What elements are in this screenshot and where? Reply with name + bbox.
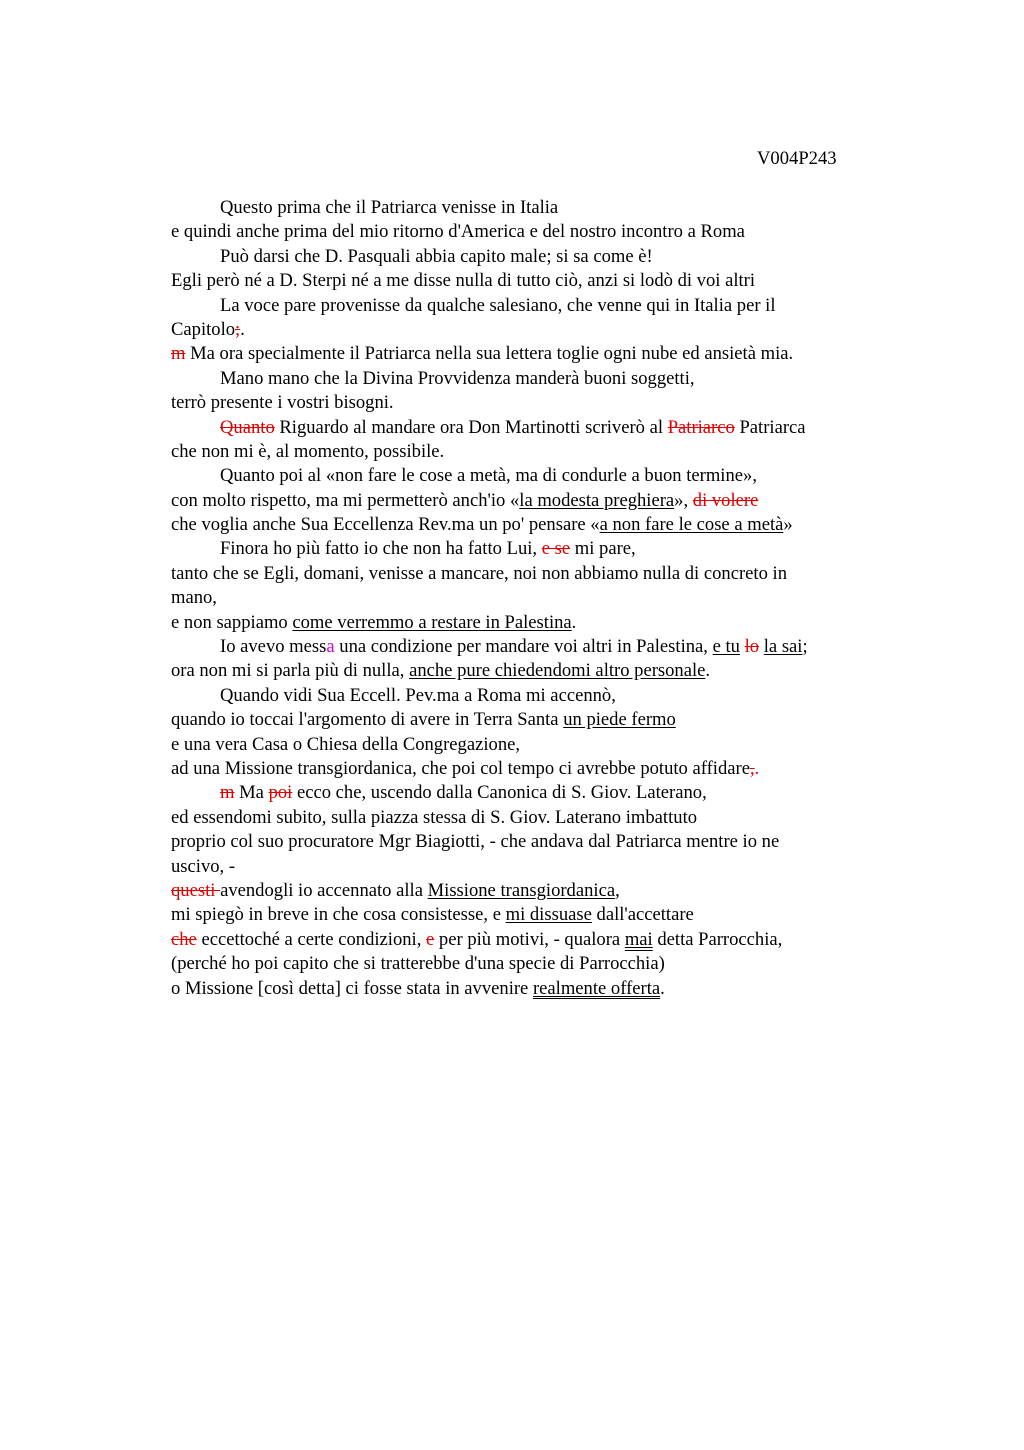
text-segment: eccettoché a certe condizioni, (196, 928, 427, 950)
text-segment: che non mi è, al momento, possibile. (171, 440, 445, 462)
inserted-letter: a (326, 636, 335, 658)
text-segment: Può darsi che D. Pasquali abbia capito male; si sa come è! (220, 245, 653, 267)
text-segment: La voce pare provenisse da qualche salesiano, che venne qui in Italia per il (220, 294, 776, 316)
text-segment: ora non mi si parla più di nulla, (171, 660, 410, 682)
text-line (171, 855, 891, 879)
text-segment: detta Parrocchia, (652, 928, 783, 950)
text-line (171, 806, 891, 830)
text-segment: Quanto poi al «non fare le cose a metà, ma di condurle a buon termine», (220, 465, 757, 487)
text-segment: Riguardo al mandare ora Don Martinotti scriverò al (274, 416, 668, 438)
text-segment: ed essendomi subito, sulla piazza stessa di S. Giov. Laterano imbattuto (171, 806, 698, 828)
text-line (171, 294, 891, 318)
text-segment: . (240, 318, 245, 340)
text-segment: Finora ho più fatto io che non ha fatto Lui, (220, 538, 542, 560)
deleted-text: di volere (692, 489, 759, 511)
text-segment: e quindi anche prima del mio ritorno d'America e del nostro incontro a Roma (171, 221, 745, 243)
deleted-text: che (171, 928, 197, 950)
deleted-text: m (220, 782, 235, 804)
text-line (171, 781, 891, 805)
text-segment: avendogli io accennato alla (220, 879, 428, 901)
text-line (171, 537, 891, 561)
text-segment: quando io toccai l'argomento di avere in Terra Santa (171, 709, 564, 731)
text-line (171, 513, 891, 537)
text-segment: mano, (171, 587, 217, 609)
text-line (171, 562, 891, 586)
text-segment: », (674, 489, 693, 511)
text-line (171, 342, 891, 366)
text-segment: Mano mano che la Divina Provvidenza manderà buoni soggetti, (220, 367, 695, 389)
text-segment: . (571, 611, 577, 633)
text-segment: mi spiegò in breve in che cosa consistesse, e (171, 904, 506, 926)
text-line (171, 220, 891, 244)
text-segment: . (705, 660, 711, 682)
text-line (171, 196, 891, 220)
text-line (171, 269, 891, 293)
text-segment: Ma (234, 782, 269, 804)
double-underlined-text: mai (624, 928, 653, 950)
text-line (171, 440, 891, 464)
text-segment: e non sappiamo (171, 611, 293, 633)
text-segment: (perché ho poi capito che si tratterebbe d'una specie di Parrocchia) (171, 953, 665, 975)
text-line (171, 708, 891, 732)
deleted-text: questi (171, 879, 221, 901)
text-line (171, 928, 891, 952)
text-segment: ad una Missione transgiordanica, che poi col tempo ci avrebbe potuto affidare (171, 757, 750, 779)
text-line (171, 733, 891, 757)
text-line (171, 245, 891, 269)
text-line (171, 757, 891, 781)
text-line (171, 464, 891, 488)
underlined-text: un piede fermo (563, 709, 676, 731)
deleted-text: m (171, 343, 186, 365)
text-line (171, 586, 891, 610)
deleted-text: Patriarco (667, 416, 735, 438)
text-segment: Questo prima che il Patriarca venisse in Italia (220, 197, 559, 218)
text-line (171, 318, 891, 342)
deleted-text: Quanto (220, 416, 275, 438)
text-line (171, 489, 891, 513)
underlined-text: la modesta preghiera (519, 489, 675, 511)
text-segment: . (660, 977, 665, 999)
underlined-text: come verremmo a restare in Palestina (292, 611, 572, 633)
text-segment: e una vera Casa o Chiesa della Congregazione, (171, 733, 521, 755)
underlined-text: la sai (763, 636, 803, 658)
text-line (171, 391, 891, 415)
deleted-text: lo (744, 636, 760, 658)
text-segment: con molto rispetto, ma mi permetterò anch'io « (171, 489, 520, 511)
deleted-text: poi (268, 782, 293, 804)
underlined-text: e tu (712, 636, 740, 658)
text-line (171, 977, 891, 1001)
text-segment: che voglia anche Sua Eccellenza Rev.ma un po' pensare « (171, 514, 600, 536)
red-mark: . (754, 757, 760, 779)
text-line (171, 416, 891, 440)
underlined-text: Missione transgiordanica (427, 879, 616, 901)
text-segment: ecco che, uscendo dalla Canonica di S. Giov. Laterano, (292, 782, 707, 804)
text-line (171, 635, 891, 659)
text-segment: Io avevo mess (220, 636, 327, 658)
text-line (171, 611, 891, 635)
text-segment: Quando vidi Sua Eccell. Pev.ma a Roma mi accennò, (220, 684, 616, 706)
underlined-text: anche pure chiedendomi altro personale (409, 660, 706, 682)
text-segment: Ma ora specialmente il Patriarca nella sua lettera toglie ogni nube ed ansietà mia. (185, 343, 794, 365)
text-line (171, 684, 891, 708)
text-segment: » (783, 514, 793, 536)
underlined-text: mi dissuase (505, 904, 592, 926)
deleted-text: ; (235, 318, 241, 340)
text-segment: per più motivi, - qualora (434, 928, 625, 950)
text-line (171, 879, 891, 903)
text-segment: una condizione per mandare voi altri in Palestina, (334, 636, 713, 658)
text-segment: uscivo, - (171, 855, 236, 877)
text-line (171, 830, 891, 854)
text-segment: Egli però né a D. Sterpi né a me disse nulla di tutto ciò, anzi si lodò di voi altri (171, 270, 756, 292)
text-segment: Patriarca (734, 416, 806, 438)
letter-body (171, 196, 891, 1001)
text-segment: , (615, 879, 620, 901)
deleted-text: , (749, 757, 755, 779)
text-segment: dall'accettare (591, 904, 694, 926)
text-segment: terrò presente i vostri bisogni. (171, 392, 394, 414)
underlined-text: a non fare le cose a metà (599, 514, 784, 536)
deleted-text: e se (541, 538, 571, 560)
text-line (171, 952, 891, 976)
text-segment: Capitolo (171, 318, 236, 340)
text-segment: ; (802, 636, 808, 658)
text-segment: o Missione [così detta] ci fosse stata in avvenire (171, 977, 533, 999)
text-segment: proprio col suo procuratore Mgr Biagiotti, - che andava dal Patriarca mentre io ne (171, 831, 780, 853)
page-identifier: V004P243 (757, 148, 837, 169)
text-line (171, 367, 891, 391)
text-segment: mi pare, (570, 538, 636, 560)
deleted-text: e (426, 928, 435, 950)
text-line (171, 903, 891, 927)
text-line (171, 659, 891, 683)
double-underlined-text: realmente offerta (532, 977, 661, 999)
text-segment: tanto che se Egli, domani, venisse a mancare, noi non abbiamo nulla di concreto in (171, 562, 787, 584)
